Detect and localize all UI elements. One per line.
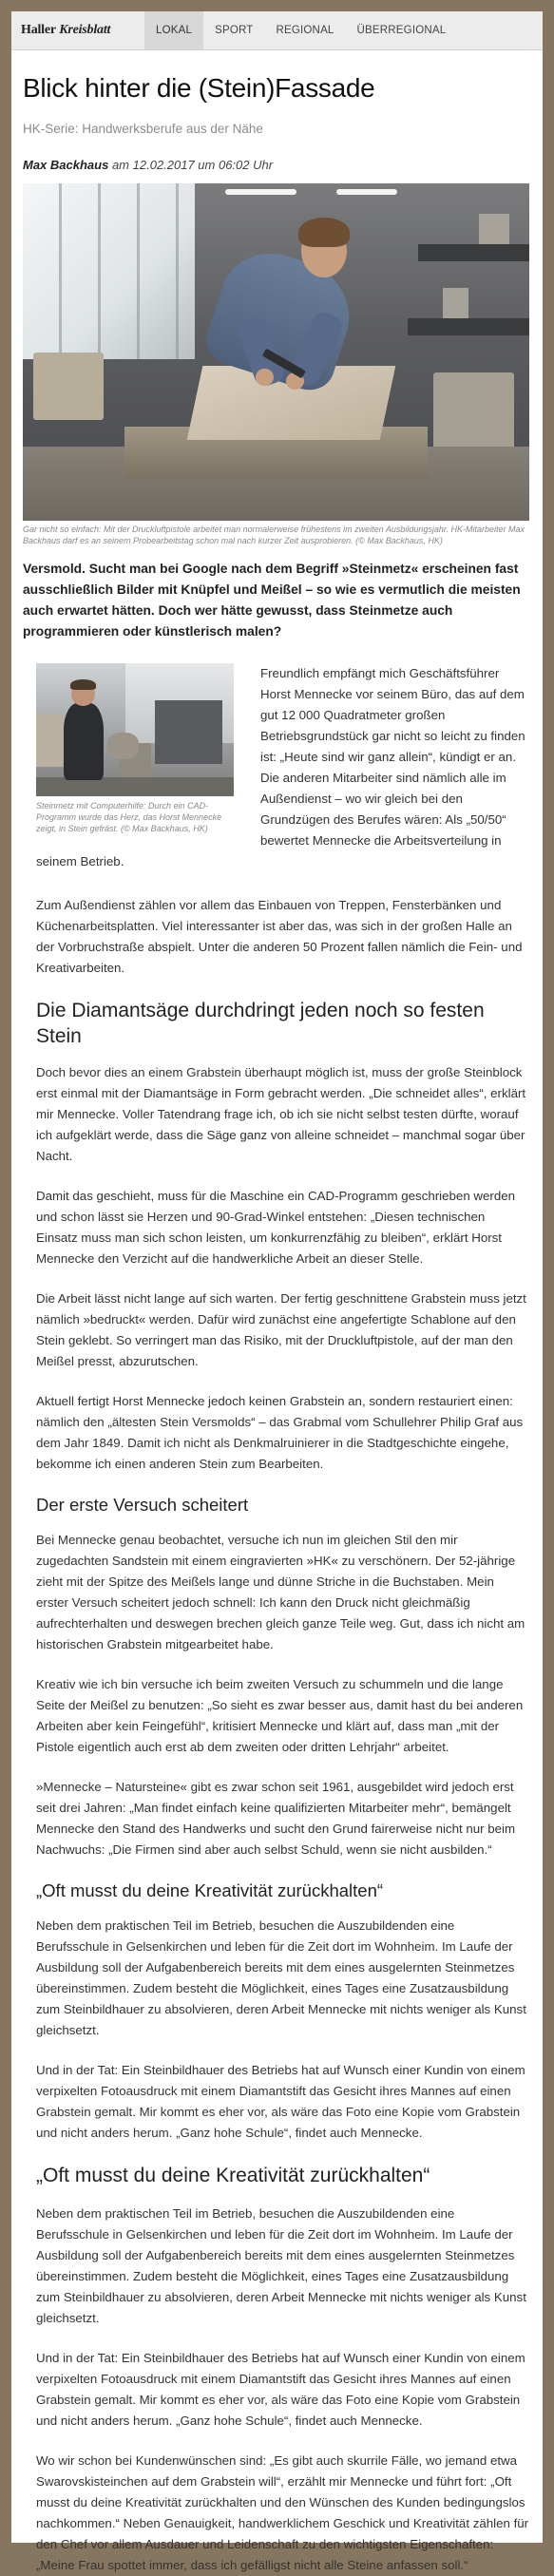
photo-person-hair	[298, 218, 349, 248]
nav-item-regional[interactable]: REGIONAL	[276, 25, 334, 36]
nav-item-ueberregional[interactable]: ÜBERREGIONAL	[356, 25, 447, 36]
photo-ceiling-lamp	[225, 189, 296, 195]
author-name: Max Backhaus	[23, 158, 109, 172]
article-lead: Versmold. Sucht man bei Google nach dem Begriff »Steinmetz« erscheinen fast ausschließlich Bilder mit Knüpfel und Meißel – so wie es vermutlich die meisten auch erwartet hätten. Doch wer hätte gewusst, dass Steinmetze auch programmieren oder künstlerisch malen?	[23, 562, 521, 639]
nav-item-lokal[interactable]: LOKAL	[144, 11, 203, 49]
photo-floor	[36, 777, 234, 796]
paragraph: Doch bevor dies an einem Grabstein überhaupt möglich ist, muss der große Steinblock erst einmal mit der Diamantsäge in Form gebracht werden. „Die schneidet alles“, erklärt mir Mennecke. Voller Tatendrang frage ich, ob ich sie nicht selbst testen dürfte, worauf ich aufgeklärt werde, dass die Säge ganz von alleine schneidet – manchmal sogar über Nacht.	[36, 1065, 526, 1163]
body-content	[36, 895, 529, 2576]
paragraph: Kreativ wie ich bin versuche ich beim zweiten Versuch zu schummeln und die lange Seite der Meißel zu benutzen: „So sieht es zwar besser aus, damit hast du bei anderen Arbeiten aber kein Feingefühl“, kritisiert Mennecke und klärt auf, dass man „mit der Pistole eigentlich auch erst ab dem zweiten oder dritten Lehrjahr“ arbeitet.	[36, 1677, 524, 1754]
hero-photo	[23, 183, 529, 521]
article-byline	[23, 157, 529, 174]
paragraph: Wo wir schon bei Kundenwünschen sind: „Es gibt auch skurrile Fälle, wo jemand etwa Swarovskisteinchen auf dem Grabstein will“, erzählt mir Mennecke und führt fort: „Oft musst du deine Kreativität zurückhalten und den Wünschen des Kunden bedingungslos nachkommen.“ Neben Genauigkeit, handwerklichem Geschick und Kreativität zählen für den Chef vor allem Ausdauer und Leidenschaft zu den wichtigsten Eigenschaften: „Meine Frau spottet immer, dass ich gefälligst nicht alle Steine anfassen soll.“	[36, 2453, 529, 2572]
photo-shelf	[418, 244, 529, 261]
nav-item-sport[interactable]: SPORT	[215, 25, 254, 36]
paragraph: Bei Mennecke genau beobachtet, versuche ich nun im gleichen Stil den mir zugedachten Sandstein mit einem eingravierten »HK« zu verschönern. Der 52-jährige zieht mit der Spitze des Meißels lange und dünne Striche in die Buchstaben. Mein erster Versuch scheitert jedoch schnell: Ich kann den Druck nicht gleichmäßig aufrechterhalten und deswegen brechen gleich ganze Teile weg. Gut, dass ich nicht am historischen Grabstein mitgearbeitet habe.	[36, 1533, 525, 1651]
article-body	[23, 663, 529, 2576]
logo-text-kreisblatt: Kreisblatt	[59, 23, 111, 37]
subsection-heading: „Oft musst du deine Kreativität zurückhalten“	[36, 1880, 384, 1900]
paragraph: Und in der Tat: Ein Steinbildhauer des Betriebs hat auf Wunsch einer Kundin von einem verpixelten Fotoausdruck mit einem Diamantstift das Gesicht ihres Mannes auf einen Grabstein gemalt. Mir kommt es eher vor, als wäre das Foto eine Kopie vom Grabstein und nicht anders herum. „Ganz hohe Schule“, findet auch Mennecke.	[36, 2351, 525, 2428]
page-container	[11, 11, 543, 2572]
section-heading: Die Diamantsäge durchdringt jeden noch so festen Stein	[36, 1000, 485, 1047]
paragraph: »Mennecke – Natursteine« gibt es zwar schon seit 1961, ausgebildet wird jedoch erst seit drei Jahren: „Man findet einfach keine qualifizierten Mitarbeiter mehr“, bemängelt Mennecke den Stand des Handwerks und sucht den Grund fairerweise nicht nur beim Nachwuchs: „Die Firmen sind aber auch selbst Schuld, wenn sie nicht ausbilden.“	[36, 1780, 516, 1857]
intro-section	[36, 663, 529, 872]
paragraph: Neben dem praktischen Teil im Betrieb, besuchen die Auszubildenden eine Berufsschule in Gelsenkirchen und leben für die Zeit dort im Wohnheim. Im Laufe der Ausbildung soll der Aufgabenbereich bereits mit dem eines ausgelernten Steinmetzes übereinstimmen. Zudem besteht die Möglichkeit, eines Tages eine Zusatzausbildung zum Steinbildhauer zu absolvieren, deren Arbeit Mennecke mit nichts weniger als Kunst gleichsetzt.	[36, 1918, 526, 2037]
photo-stone-heart	[107, 733, 139, 759]
intro-paragraph: Freundlich empfängt mich Geschäftsführer Horst Mennecke vor seinem Büro, das auf dem gut 12 000 Quadratmeter großen Betriebsgrundstück gar nicht so leicht zu finden ist: „Heute sind wir ganz allein“, kündigt er an. Die anderen Mitarbeiter sind nämlich alle im Außendienst – wo wir gleich bei den Grundzügen des Berufes wären: Als „50/50“ bewertet Mennecke die Arbeitsverteilung in seinem Betrieb.	[36, 666, 525, 868]
photo-stone-block	[33, 353, 105, 420]
paragraph: Und in der Tat: Ein Steinbildhauer des Betriebs hat auf Wunsch einer Kundin von einem verpixelten Fotoausdruck mit einem Diamantstift das Gesicht ihres Mannes auf einen Grabstein gemalt. Mir kommt es eher vor, als wäre das Foto eine Kopie vom Grabstein und nicht anders herum. „Ganz hohe Schule“, findet auch Mennecke.	[36, 2063, 525, 2140]
paragraph: Neben dem praktischen Teil im Betrieb, besuchen die Auszubildenden eine Berufsschule in Gelsenkirchen und leben für die Zeit dort im Wohnheim. Im Laufe der Ausbildung soll der Aufgabenbereich bereits mit dem eines ausgelernten Steinmetzes übereinstimmen. Zudem besteht die Möglichkeit, eines Tages eine Zusatzausbildung zum Steinbildhauer zu absolvieren, deren Arbeit Mennecke mit nichts weniger als Kunst gleichsetzt.	[36, 2206, 526, 2325]
paragraph: Die Arbeit lässt nicht lange auf sich warten. Der fertig geschnittene Grabstein muss jetzt nämlich »bedruckt« werden. Dafür wird zunächst eine angefertigte Schablone auf den Stein geklebt. So verringert man das Risiko, mit der Druckluftpistole, auf der man den Meißel presst, abzurutschen.	[36, 1291, 526, 1368]
inline-photo-caption: Steinmetz mit Computerhilfe: Durch ein CAD-Programm wurde das Herz, das Horst Mennecke zeigt, in Stein gefräst. (© Max Backhaus, HK)	[36, 801, 222, 833]
paragraph: Zum Außendienst zählen vor allem das Einbauen von Treppen, Fensterbänken und Küchenarbeitsplatten. Viel interessanter ist aber das, was sich in der großen Halle an der Vorbruchstraße abspielt. Unter die anderen 50 Prozent fallen nämlich die Fein- und Kreativarbeiten.	[36, 898, 523, 975]
photo-shelf-item	[443, 288, 468, 318]
photo-shelf-item	[479, 214, 509, 244]
article-subtitle: HK-Serie: Handwerksberufe aus der Nähe	[23, 122, 263, 136]
site-logo[interactable]	[11, 11, 133, 49]
paragraph: Damit das geschieht, muss für die Maschine ein CAD-Programm geschrieben werden und schon lässt sie Herzen und 90-Grad-Winkel entstehen: „Diesen technischen Einsatz muss man sich schon leisten, um konkurrenzfähig zu bleiben“, erklärt Horst Mennecke den Verzicht auf die handwerkliche Arbeit an dieser Stelle.	[36, 1189, 516, 1266]
photo-stone-block	[433, 372, 514, 453]
article-title: Blick hinter die (Stein)Fassade	[23, 73, 375, 103]
photo-person-hand	[256, 369, 274, 386]
subsection-heading: Der erste Versuch scheitert	[36, 1495, 249, 1515]
main-nav	[144, 11, 457, 49]
photo-person-body	[64, 703, 104, 780]
publish-date: am 12.02.2017 um 06:02 Uhr	[111, 158, 274, 172]
photo-shelf	[408, 318, 529, 335]
paragraph: Aktuell fertigt Horst Mennecke jedoch keinen Grabstein an, sondern restauriert einen: nämlich den „ältesten Stein Versmolds“ – das Grabmal vom Schullehrer Philip Graf aus dem Jahr 1849. Damit ich nicht als Denkmalruinierer in die Stadtgeschichte eingehe, bekomme ich einen anderen Stein zum Bearbeiten.	[36, 1394, 524, 1471]
photo-stone-block	[36, 714, 64, 767]
photo-window-frame	[23, 183, 195, 359]
hero-photo-caption: Gar nicht so einfach: Mit der Druckluftpistole arbeitet man normalerweise frühestens im zweiten Ausbildungsjahr. HK-Mitarbeiter Max Backhaus darf es an seinem Probearbeitstag schon mal nach kurzer Zeit ausprobieren. (© Max Backhaus, HK)	[23, 525, 525, 545]
section-heading: „Oft musst du deine Kreativität zurückhalten“	[36, 2165, 430, 2186]
logo-text-haller: Haller	[21, 23, 56, 37]
photo-person-hair	[70, 679, 96, 690]
top-navigation-bar	[11, 11, 543, 50]
photo-ceiling-lamp	[336, 189, 397, 195]
article	[11, 71, 543, 2576]
inline-photo	[36, 663, 234, 796]
photo-cnc-machine	[155, 700, 222, 764]
inline-figure	[36, 663, 234, 834]
